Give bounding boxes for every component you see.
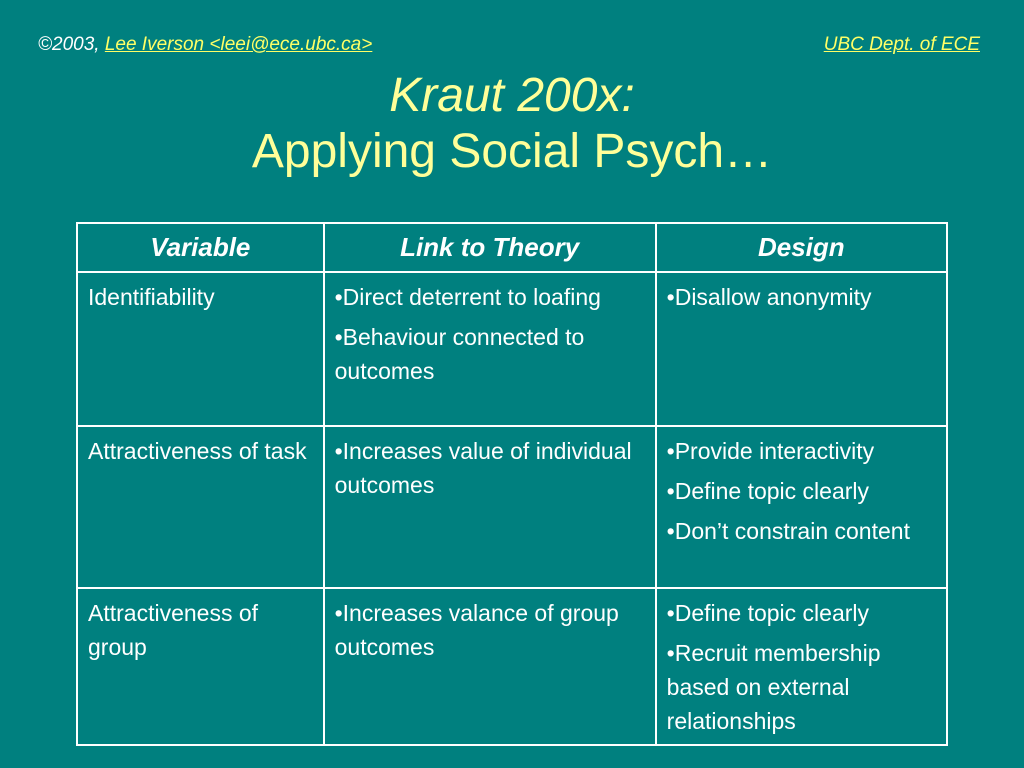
header-link-to-theory: Link to Theory (324, 223, 656, 272)
slide-header (38, 34, 980, 56)
cell-link (324, 426, 656, 588)
bullet-item: •Define topic clearly (666, 478, 870, 504)
cell-variable: Identifiability (77, 272, 324, 426)
table-row (77, 272, 947, 426)
table-row (77, 588, 947, 745)
bullet-item: •Don’t constrain content (666, 518, 910, 544)
bullet-item: •Recruit membership based on external relationships (666, 640, 881, 734)
copyright-text: ©2003, (38, 34, 105, 55)
bullet-item: •Disallow anonymity (666, 284, 872, 310)
bullet-item: •Increases valance of group outcomes (334, 600, 619, 660)
cell-design (656, 426, 947, 588)
bullet-item: •Provide interactivity (666, 438, 875, 464)
cell-design (656, 272, 947, 426)
title-line-1: Kraut 200x: (389, 69, 635, 122)
bullet-item: •Direct deterrent to loafing (334, 284, 601, 310)
author-email-link[interactable]: Lee Iverson <leei@ece.ubc.ca> (104, 34, 373, 55)
header-left (38, 34, 372, 56)
header-design: Design (656, 223, 947, 272)
bullet-item: •Define topic clearly (666, 600, 870, 626)
slide-title (0, 68, 1024, 180)
bullet-item: •Behaviour connected to outcomes (334, 324, 585, 384)
bullet-item: •Increases value of individual outcomes (334, 438, 632, 498)
cell-link (324, 588, 656, 745)
title-line-2: Applying Social Psych… (251, 125, 773, 178)
cell-link (324, 272, 656, 426)
table-row (77, 426, 947, 588)
dept-link[interactable]: UBC Dept. of ECE (823, 34, 980, 55)
cell-variable: Attractiveness of group (77, 588, 324, 745)
cell-variable: Attractiveness of task (77, 426, 324, 588)
cell-design (656, 588, 947, 745)
header-variable: Variable (77, 223, 324, 272)
table-header-row (77, 223, 947, 272)
theory-design-table (76, 222, 948, 746)
